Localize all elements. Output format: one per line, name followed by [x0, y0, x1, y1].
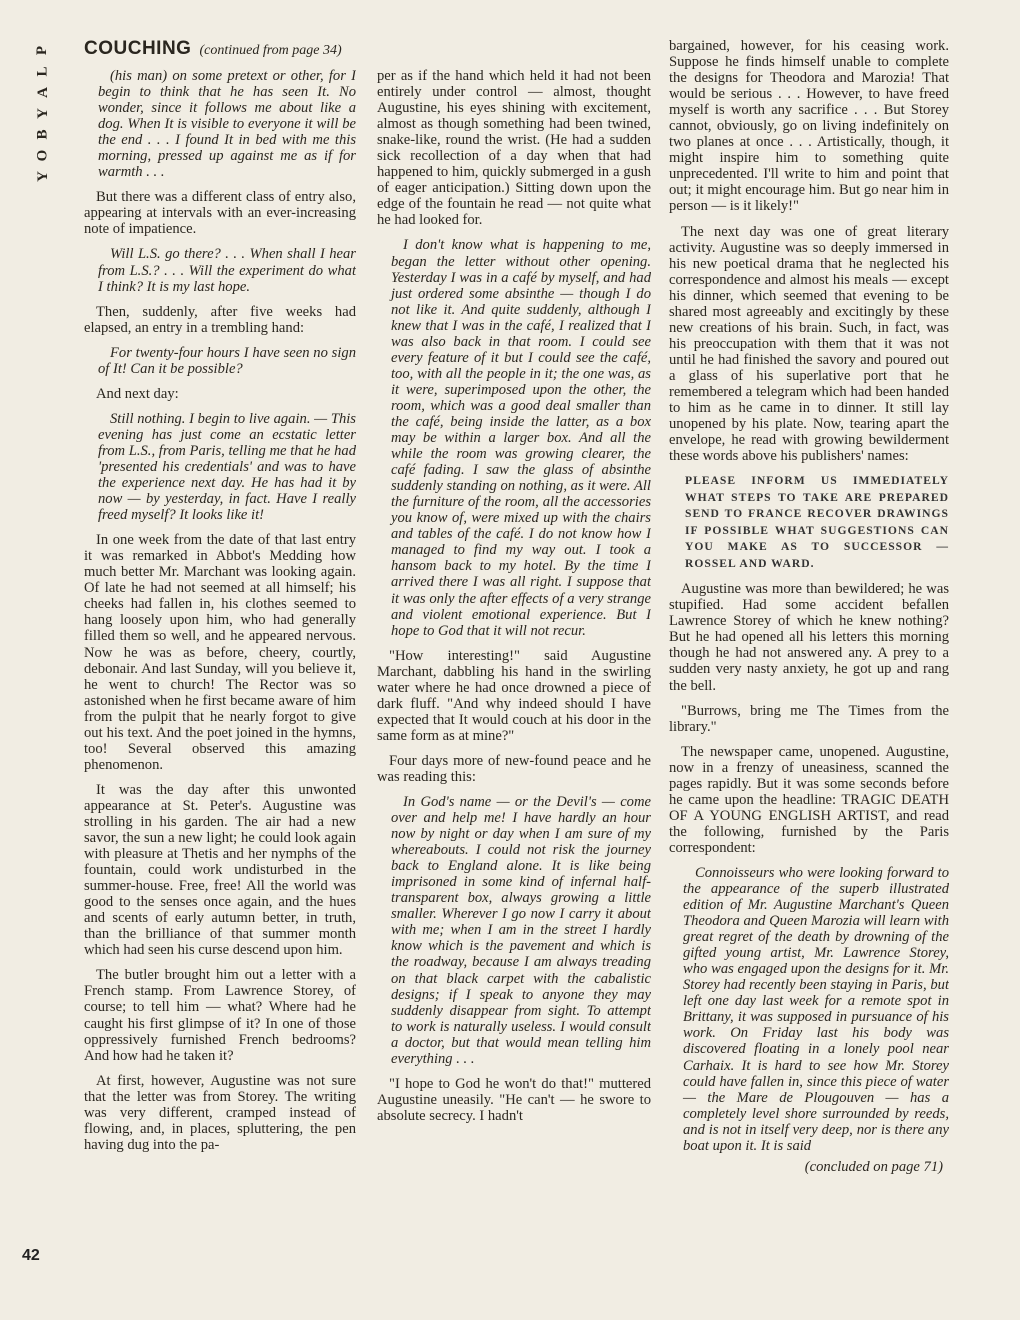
masthead-letter: Y	[34, 171, 51, 182]
article-title: COUCHING	[84, 38, 192, 59]
body-paragraph: And next day:	[96, 385, 179, 402]
body-paragraph: It was the day after this unwonted appearance at St. Peter's. Augustine was strolling in his garden. The air had a new savor, the sun a new light; he could look again with pleasure at Thetis and her nymphs of the fountain, could work undisturbed in the summer-house. Free, free! All the world was good to the senses once again, and the hues and scents of early autumn better, in truth, than the brilliance of that summer month which had seen his curse descend upon him.	[84, 781, 356, 959]
quoted-diary-paragraph: Will L.S. go there? . . . When shall I hear from L.S.? . . . Will the experiment do what I think? It is my last hope.	[98, 246, 356, 295]
playboy-vertical-masthead	[28, 40, 58, 190]
masthead-letter: L	[34, 66, 51, 77]
masthead-letter: A	[34, 87, 51, 98]
quoted-diary-paragraph: I don't know what is happening to me, began the letter without other opening. Yesterday I was in a café by myself, and had just ordered some absinthe — though I do not like it. And quite suddenly, although I knew that I was in the café, I realized that I was also back in that room. I could see every feature of it but I could see the café, too, with all the people in it; the one was, as it were, superimposed upon the other, the room, which was a good deal smaller than the café, being inside the latter, as a box may be within a larger box. And all the while the room was growing clearer, the café fading. I saw the glass of absinthe suddenly standing on nothing, as it were. All the furniture of the room, all the accessories you know of, were mixed up with the chairs and tables of the café. I do not know how I managed to find my way out. I took a hansom back to my hotel. By the time I arrived there I was all right. I suppose that it was only the after effects of a very strange and violent emotional experience. But I hope to God that it will not recur.	[391, 237, 651, 639]
continued-on-note: (concluded on page 71)	[804, 1158, 943, 1175]
text-column-3	[669, 38, 949, 1268]
text-column-2	[377, 68, 651, 1268]
telegram-paragraph: PLEASE INFORM US IMMEDIATELY WHAT STEPS TO TAKE ARE PREPARED SEND TO FRANCE RECOVER DRAWINGS IF POSSIBLE WHAT SUGGESTIONS CAN YOU MAKE AS TO SUCCESSOR — ROSSEL AND WARD.	[685, 474, 949, 570]
quoted-diary-paragraph: For twenty-four hours I have seen no sign of It! Can it be possible?	[98, 344, 356, 377]
body-paragraph: Augustine was more than bewildered; he was stupified. Had some accident befallen Lawrence Storey of which he knew nothing? But he had opened all his letters this morning though he had not answered any. A prey to a sudden very nasty anxiety, he got up and rang the bell.	[669, 581, 949, 694]
body-paragraph: In one week from the date of that last entry it was remarked in Abbot's Medding how much better Mr. Marchant was looking again. Of late he had not seemed at all himself; his cheeks had fallen in, his clothes seemed to hang loosely upon him, who had generally filled them so well, and he appeared nervous. Now he was as before, cheery, courtly, debonair. And last Sunday, will you believe it, he went to church! The Rector was so astonished when he first became aware of him from the pulpit that he nearly forgot to give out his text. And the poet joined in the hymns, too! Several observed this amazing phenomenon.	[84, 532, 356, 773]
continued-from-note: (continued from page 34)	[199, 43, 342, 58]
masthead-letter: P	[34, 45, 51, 56]
body-paragraph: Four days more of new-found peace and he was reading this:	[377, 752, 651, 785]
quoted-diary-paragraph: (his man) on some pretext or other, for I begin to think that he has seen It. No wonder, since it follows me about like a dog. When It is visible to everyone it will be the end . . . I found It in bed with me this morning, pressed up against me as if for warmth . . .	[98, 68, 356, 181]
body-paragraph: The next day was one of great literary activity. Augustine was so deeply immersed in his new poetical drama that he neglected his correspondence and almost his meals — except his dinner, which seemed that evening to be shared most agreeably and excitingly by these new creations of his brain. Such, in fact, was his preoccupation with them that it was not until he had finished the savory and poured out a glass of his superlative port that he remembered a telegram which had been handed to him as he came in to dinner. It still lay unopened by his plate. Now, tearing apart the envelope, he read with growing bewilderment these words above his publishers' names:	[669, 223, 949, 465]
body-paragraph: Then, suddenly, after five weeks had elapsed, an entry in a trembling hand:	[84, 303, 356, 336]
body-paragraph: But there was a different class of entry also, appearing at intervals with an ever-increasing note of impatience.	[84, 189, 356, 238]
masthead-letter: O	[34, 149, 51, 162]
quoted-diary-paragraph: In God's name — or the Devil's — come over and help me! I have hardly an hour now by night or day when I am sure of my whereabouts. I could not risk the journey back to England alone. It is like being imprisoned in some kind of infernal half-transparent box, always growing a little smaller. Wherever I go now I carry it about with me; when I am in the street I hardly know which is the pavement and which is the roadway, because I am always treading on that black carpet with the cabalistic designs; if I speak to anyone they may suddenly disappear from sight. To attempt to work is naturally useless. I would consult a doctor, but that would mean telling him everything . . .	[391, 794, 651, 1067]
masthead-letter: Y	[34, 108, 51, 119]
body-paragraph: "I hope to God he won't do that!" muttered Augustine uneasily. "He can't — he swore to absolute secrecy. I hadn't	[377, 1075, 651, 1124]
text-column-1	[84, 68, 356, 1268]
article-header	[84, 38, 414, 60]
body-paragraph: "Burrows, bring me The Times from the library."	[669, 702, 949, 735]
body-paragraph: At first, however, Augustine was not sure that the letter was from Storey. The writing was very different, cramped instead of flowing, and, in places, spluttering, the pen having dug into the pa-	[84, 1072, 356, 1153]
body-paragraph: "How interesting!" said Augustine Marchant, dabbling his hand in the swirling water where he had once drowned a piece of dark fluff. "And why indeed should I have expected that It would couch at his door in the same form as at mine?"	[377, 647, 651, 744]
body-paragraph: The newspaper came, unopened. Augustine, now in a frenzy of uneasiness, scanned the pages rapidly. But it was some seconds before he came upon the headline: TRAGIC DEATH OF A YOUNG ENGLISH ARTIST, and read the following, furnished by the Paris correspondent:	[669, 743, 949, 856]
body-paragraph: per as if the hand which held it had not been entirely under control — almost, thought Augustine, his eyes shining with excitement, almost as though something had been twined, snake-like, round the wrist. (He had a sudden sick recollection of a day when that had happened to him, quickly submerged in a gush of eager anticipation.) Sitting down upon the edge of the fountain he read — not quite what he had looked for.	[377, 68, 651, 229]
body-paragraph: The butler brought him out a letter with a French stamp. From Lawrence Storey, of course; to tell him — what? Where had he caught his first glimpse of it? In one of those oppressively furnished French bedrooms? And how had he taken it?	[84, 967, 356, 1064]
body-paragraph: bargained, however, for his ceasing work. Suppose he finds himself unable to complete the designs for Theodora and Marozia! That would be serious . . . However, to have freed myself is worth any sacrifice . . . But Storey cannot, obviously, go on living indefinitely on two planes at once . . . Artistically, though, it might inspire him to something quite unprecedented. I'll write to him and point that out; it might encourage him. But go near him in person — is it likely!"	[669, 38, 949, 215]
masthead-letter: B	[34, 129, 51, 140]
quoted-diary-paragraph: Connoisseurs who were looking forward to the appearance of the superb illustrated edition of Mr. Augustine Marchant's Queen Theodora and Queen Marozia will learn with great regret of the death by drowning of the gifted young artist, Mr. Lawrence Storey, who was engaged upon the designs for it. Mr. Storey had recently been staying in Paris, but left one day last week for a remote spot in Brittany, it was supposed in pursuance of his work. On Friday last his body was discovered floating in a lonely pool near Carhaix. It is hard to see how Mr. Storey could have fallen in, since this piece of water — the Mare de Plougouven — has a completely level shore surrounded by reeds, and is not in itself very deep, nor is there any boat upon it. It is said	[683, 864, 949, 1154]
quoted-diary-paragraph: Still nothing. I begin to live again. — This evening has just come an ecstatic letter from L.S., from Paris, telling me that he had 'presented his credentials' and was to have the experience next day. He has had it by now — by yesterday, in fact. Have I really freed myself? It looks like it!	[98, 410, 356, 524]
page-number: 42	[22, 1247, 40, 1264]
